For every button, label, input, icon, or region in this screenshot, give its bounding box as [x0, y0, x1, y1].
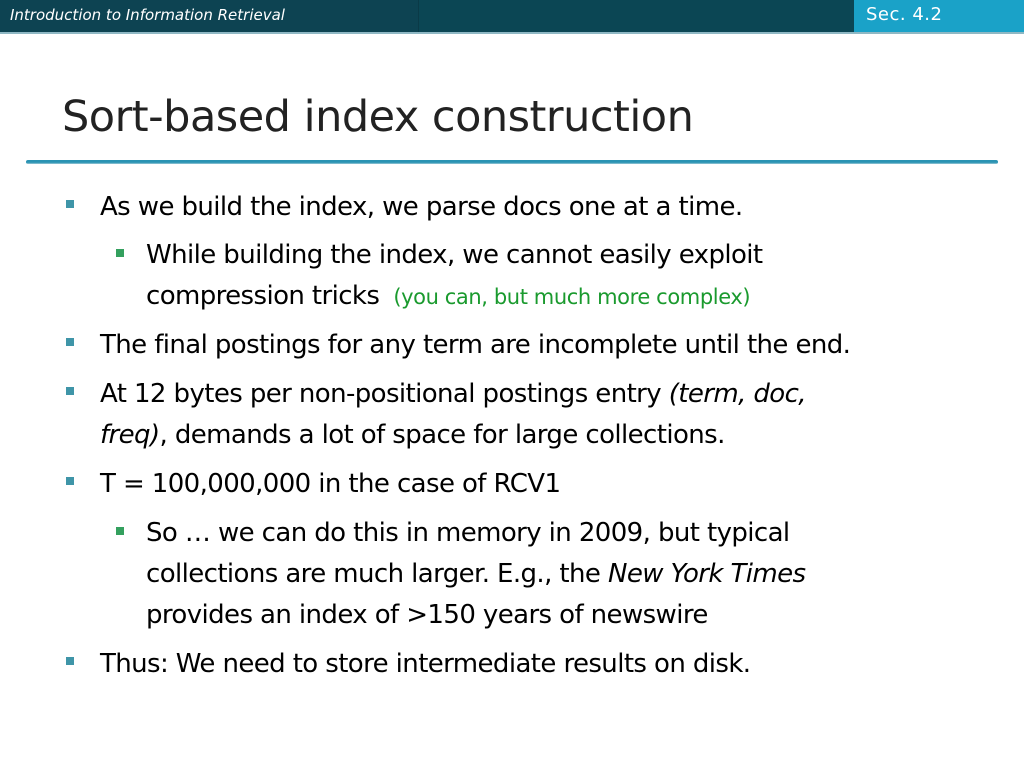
bullet-square-icon — [66, 387, 74, 395]
sub-bullet-square-icon — [116, 249, 124, 257]
bullet-1-sub-1-note: (you can, but much more complex) — [393, 285, 751, 309]
sub-bullet-square-icon — [116, 527, 124, 535]
bullet-square-icon — [66, 657, 74, 665]
bullet-4-sub-1-italic: New York Times — [607, 559, 806, 589]
bullet-1-sub-1-line-2 — [146, 281, 750, 312]
slide-title: Sort-based index construction — [62, 92, 694, 142]
bullet-1: As we build the index, we parse docs one at a time. — [100, 192, 743, 222]
bullet-square-icon — [66, 338, 74, 346]
bullet-2: The final postings for any term are incomplete until the end. — [100, 330, 851, 360]
bullet-1-sub-1-line-1: While building the index, we cannot easily exploit — [146, 240, 763, 270]
bullet-4-sub-1-text: collections are much larger. E.g., the — [146, 559, 608, 589]
bullet-5: Thus: We need to store intermediate results on disk. — [100, 649, 751, 679]
course-title: Introduction to Information Retrieval — [10, 6, 285, 24]
bullet-square-icon — [66, 477, 74, 485]
bullet-3-italic-cont: freq) — [100, 420, 160, 450]
bullet-4-sub-1-line-2 — [146, 559, 805, 589]
bullet-3-text: At 12 bytes per non-positional postings entry — [100, 379, 669, 409]
bullet-1-sub-1-text: compression tricks — [146, 281, 380, 311]
bullet-4-sub-1-line-3: provides an index of >150 years of newswire — [146, 600, 708, 630]
bullet-4: T = 100,000,000 in the case of RCV1 — [100, 469, 561, 499]
section-label: Sec. 4.2 — [866, 4, 943, 25]
bullet-3-line-2 — [100, 420, 725, 450]
bullet-4-sub-1-line-1: So … we can do this in memory in 2009, but typical — [146, 518, 790, 548]
bullet-3-italic: (term, doc, — [668, 379, 806, 409]
bullet-square-icon — [66, 200, 74, 208]
bullet-3-line-1 — [100, 379, 806, 409]
bullet-3-text-cont: , demands a lot of space for large collections. — [159, 420, 725, 450]
